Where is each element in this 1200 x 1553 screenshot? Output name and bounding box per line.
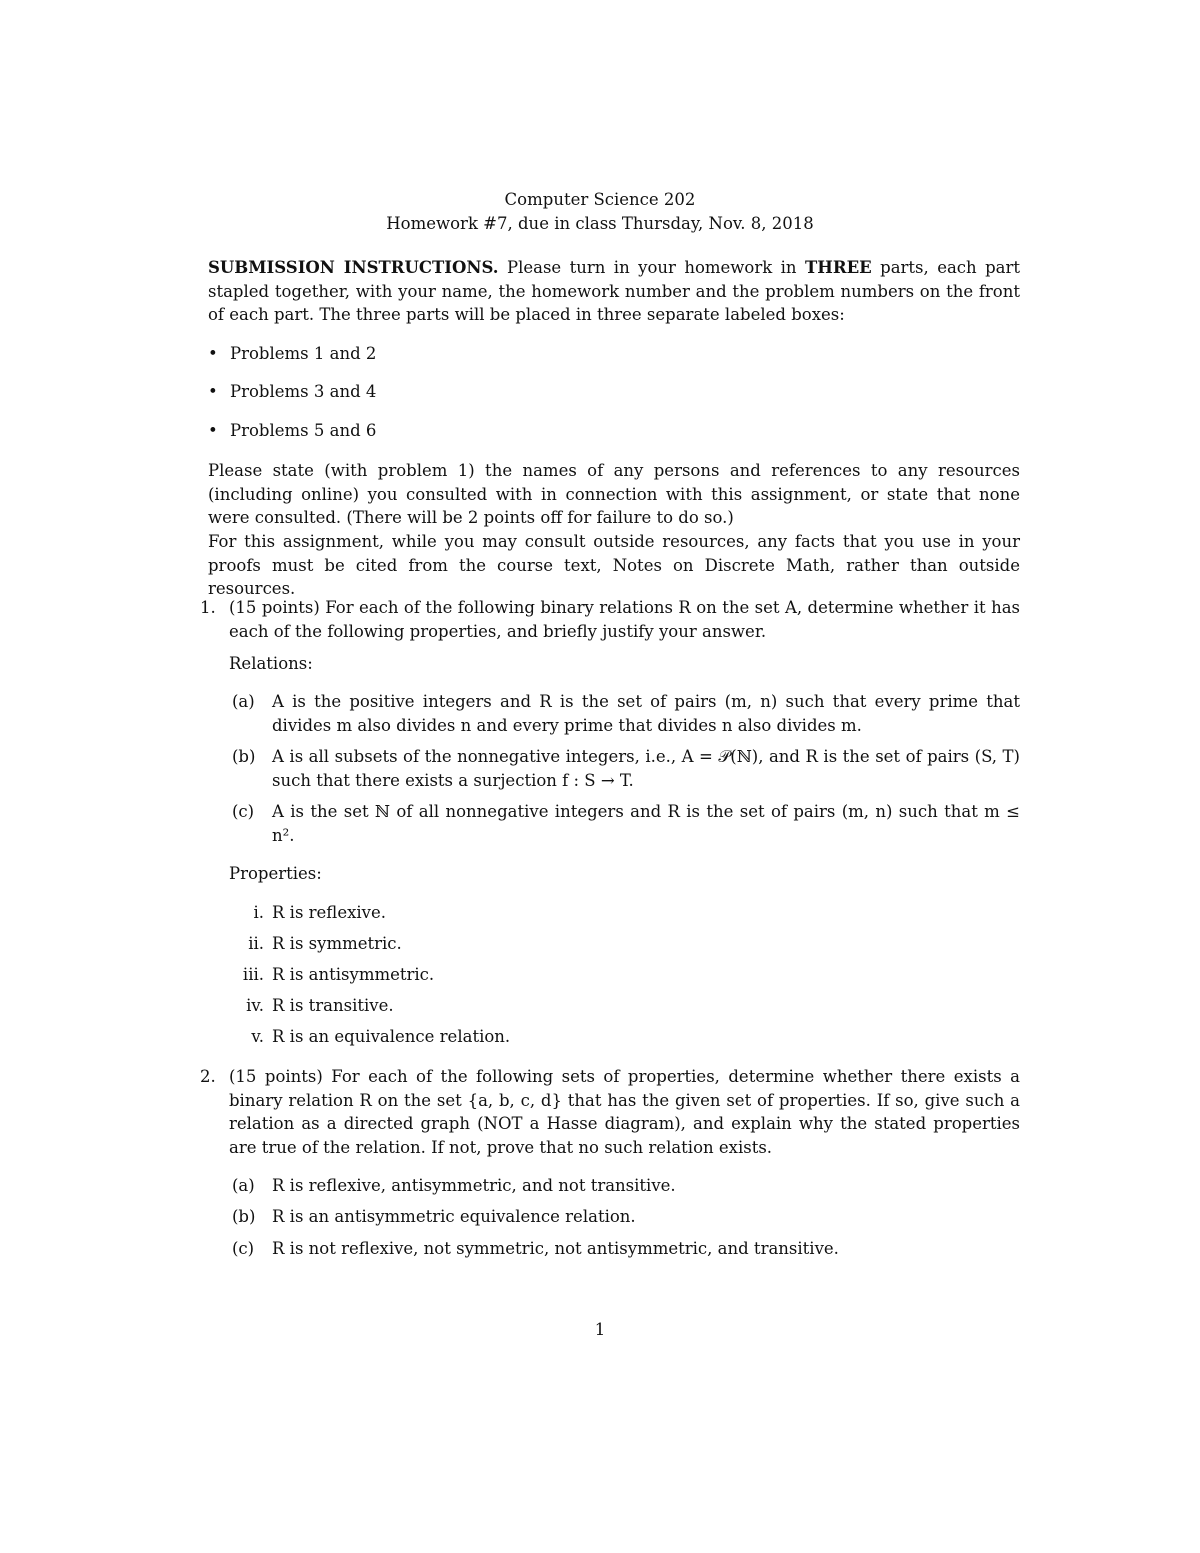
property-label: ii. <box>248 934 264 953</box>
property-text: R is an equivalence relation. <box>272 1027 511 1046</box>
relation-label: (c) <box>232 802 255 821</box>
bullet-icon: • <box>208 382 218 401</box>
properties-heading: Properties: <box>229 864 322 883</box>
course-title: Computer Science 202 <box>504 190 696 209</box>
assignment-title: Homework #7, due in class Thursday, Nov. 8, 2018 <box>386 214 814 233</box>
bullet-icon: • <box>208 344 218 363</box>
cite-note: For this assignment, while you may consult outside resources, any facts that you use in your proofs must be cited from the course text, Notes on Discrete Math, rather than outside resources. <box>208 532 1020 598</box>
property-text: R is antisymmetric. <box>272 965 435 984</box>
page-number: 1 <box>594 1320 606 1339</box>
submission-emphasis: THREE <box>804 258 872 277</box>
part-label: (a) <box>232 1176 255 1195</box>
property-label: i. <box>253 903 264 922</box>
property-text: R is transitive. <box>272 996 394 1015</box>
property-text: R is reflexive. <box>272 903 386 922</box>
problem-2-intro: (15 points) For each of the following sets of properties, determine whether there exists a binary relation R on the set {a, b, c, d} that has the given set of properties. If so, give such a relation as a directed graph (NOT a Hasse diagram), and explain why the stated properties are true of the relation. If not, prove that no such relation exists. <box>229 1067 1020 1157</box>
relation-label: (a) <box>232 692 255 711</box>
box-list-item: • Problems 3 and 4 <box>208 380 1020 404</box>
relation-text: A is the set ℕ of all nonnegative integers and R is the set of pairs (m, n) such that m ≤ n². <box>272 802 1020 845</box>
submission-text-1: Please turn in your homework in <box>506 258 797 277</box>
problem-1-intro: (15 points) For each of the following binary relations R on the set A, determine whether it has each of the following properties, and briefly justify your answer. <box>229 598 1020 641</box>
submission-label: SUBMISSION INSTRUCTIONS. <box>208 258 499 277</box>
relation-text: A is all subsets of the nonnegative integers, i.e., A = 𝒫(ℕ), and R is the set of pairs (S, T) such that there exists a surjection f : S → T. <box>272 747 1020 790</box>
property-label: iv. <box>246 996 264 1015</box>
submission-text-2: parts, each part stapled together, with your name, the homework number and the problem numbers on the front of each part. The three parts will be placed in three separate labeled boxes: <box>208 258 1020 324</box>
submission-instructions <box>208 256 1020 327</box>
consult-note: Please state (with problem 1) the names of any persons and references to any resources (including online) you consulted with in connection with this assignment, or state that none were consulted. (There will be 2 points off for failure to do so.) <box>208 461 1020 527</box>
part-label: (c) <box>232 1239 255 1258</box>
problem-number: 2. <box>200 1067 216 1086</box>
relation-text: A is the positive integers and R is the set of pairs (m, n) such that every prime that divides m also divides n and every prime that divides n also divides m. <box>272 692 1020 735</box>
part-text: R is an antisymmetric equivalence relation. <box>272 1207 636 1226</box>
part-label: (b) <box>232 1207 256 1226</box>
property-label: iii. <box>242 965 264 984</box>
bullet-icon: • <box>208 421 218 440</box>
problem-number: 1. <box>200 598 216 617</box>
part-text: R is reflexive, antisymmetric, and not transitive. <box>272 1176 676 1195</box>
box-list-item: • Problems 5 and 6 <box>208 419 1020 443</box>
box-list-item: • Problems 1 and 2 <box>208 342 1020 366</box>
property-label: v. <box>251 1027 264 1046</box>
relations-heading: Relations: <box>229 654 313 673</box>
part-text: R is not reflexive, not symmetric, not antisymmetric, and transitive. <box>272 1239 839 1258</box>
relation-label: (b) <box>232 747 256 766</box>
property-text: R is symmetric. <box>272 934 402 953</box>
